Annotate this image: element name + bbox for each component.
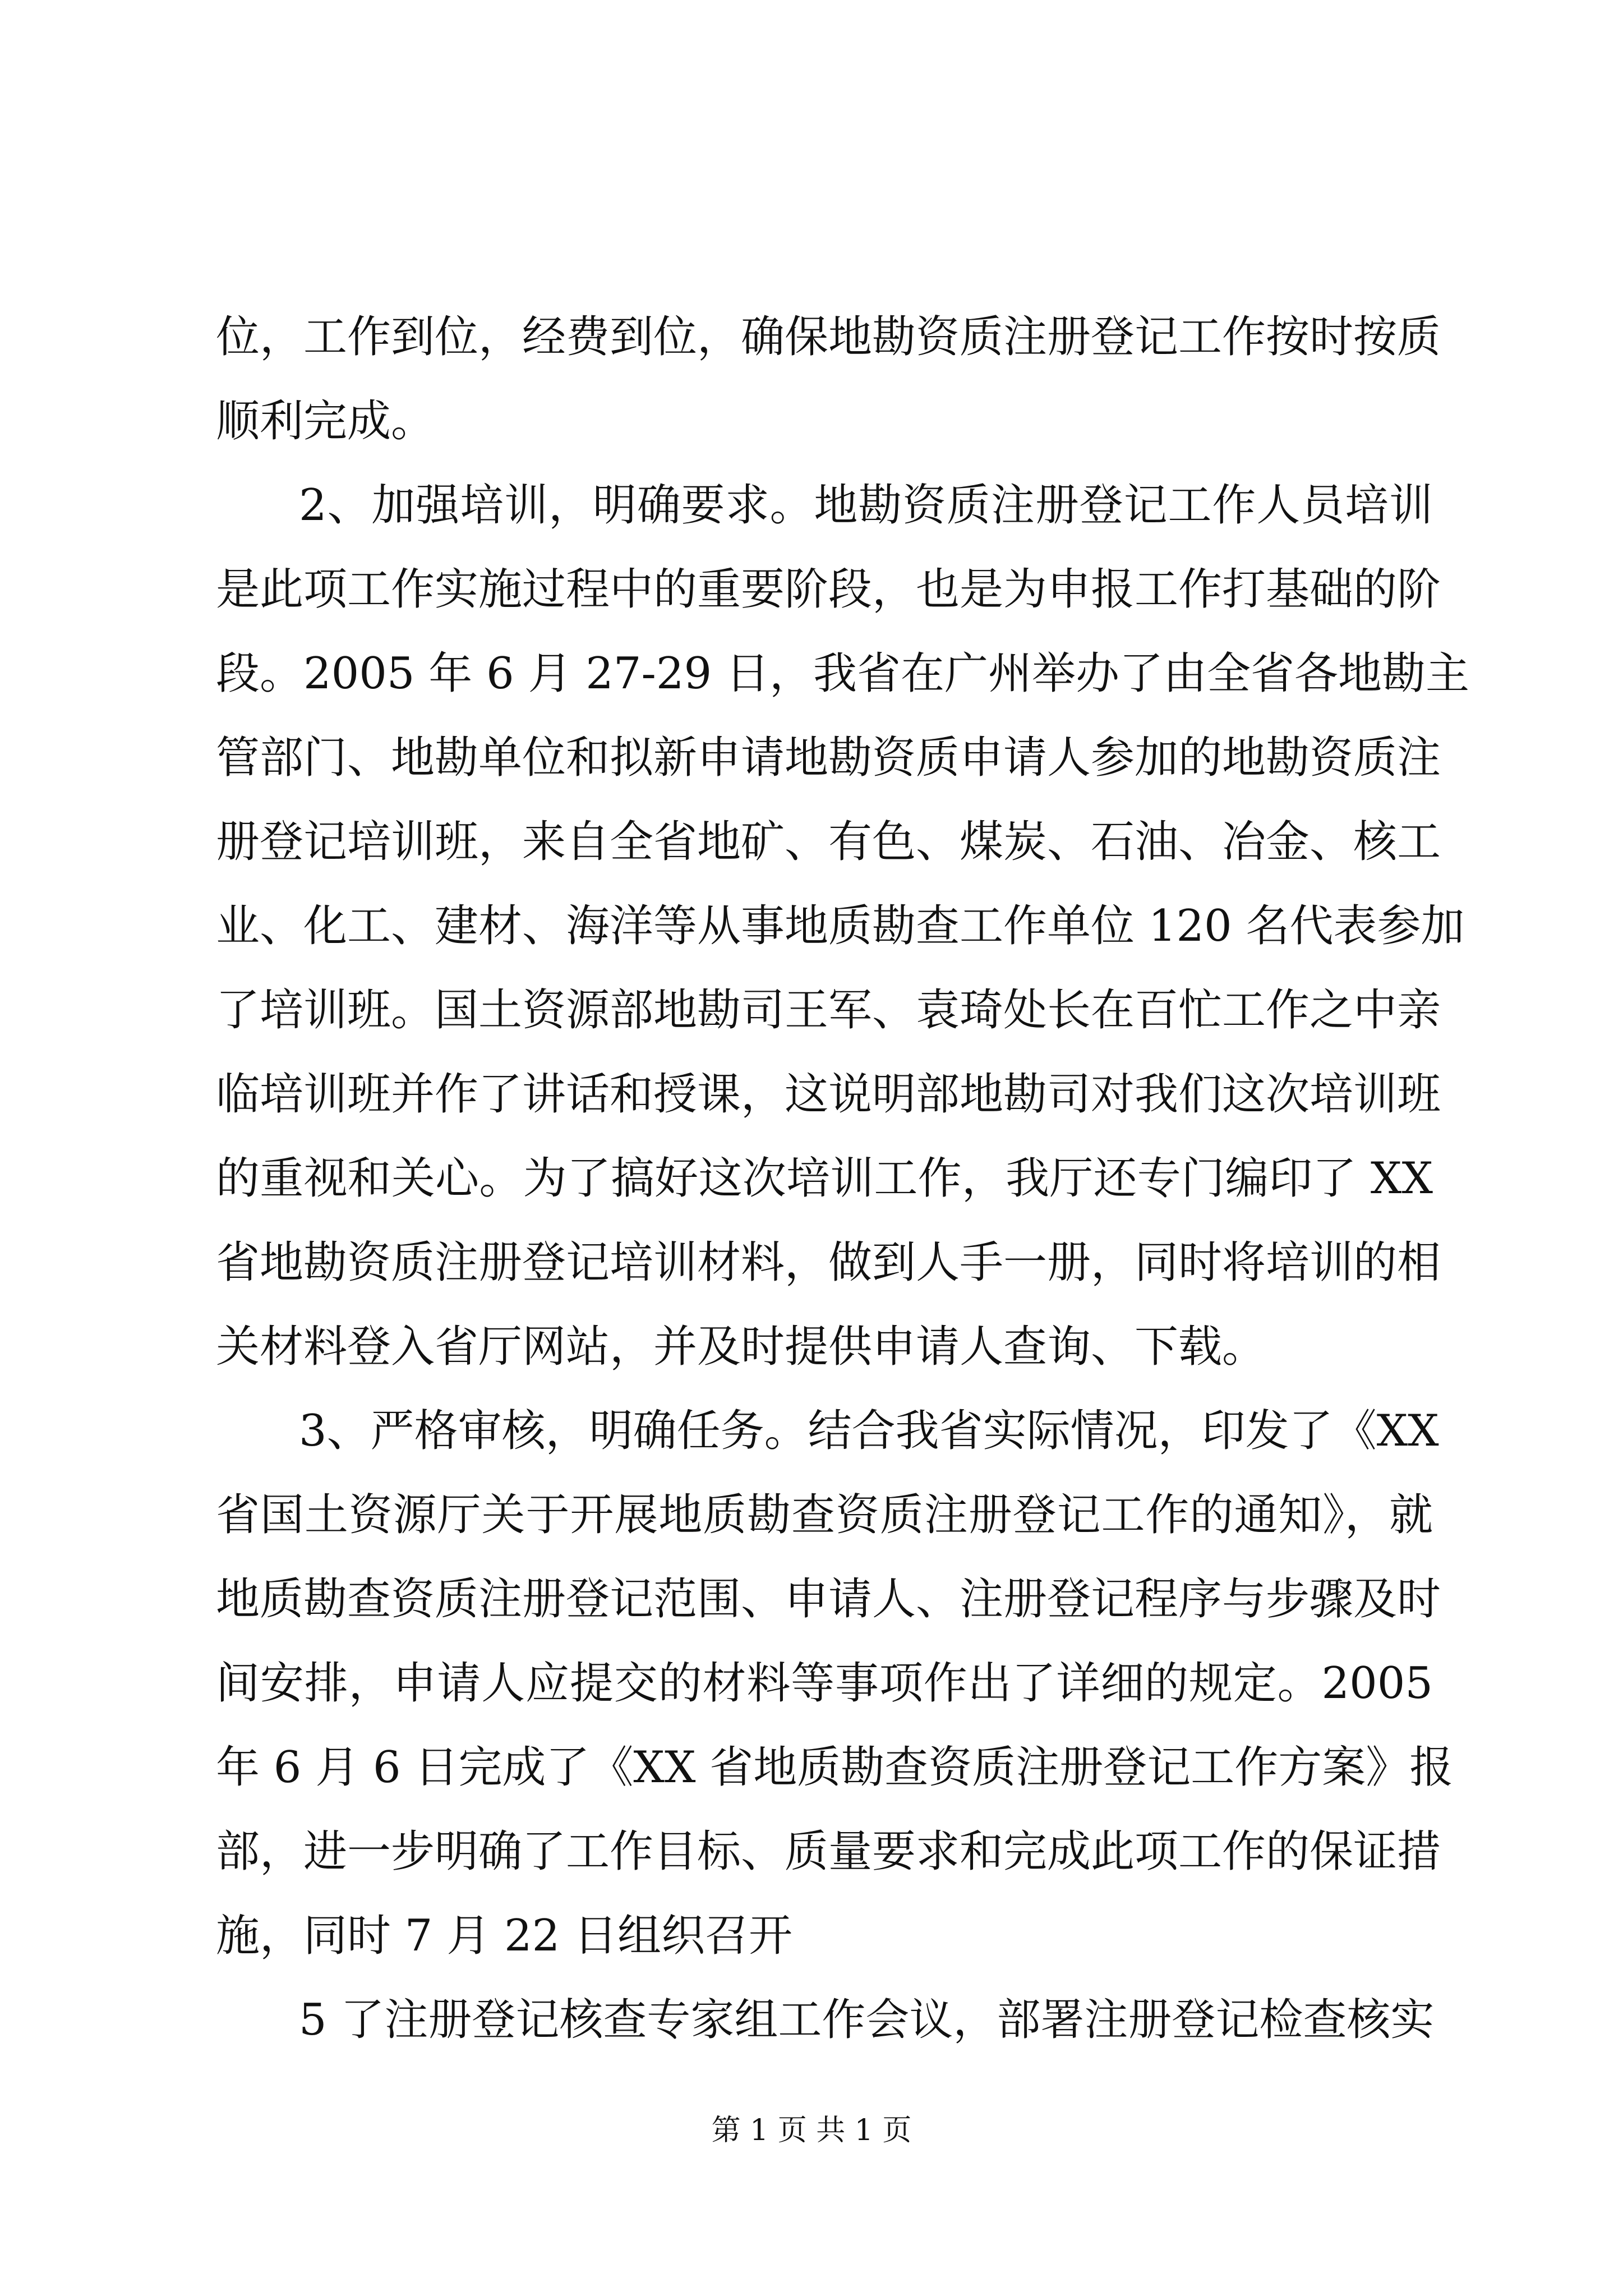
text-line: 地质勘查资质注册登记范围、申请人、注册登记程序与步骤及时 <box>216 1574 1441 1625</box>
text-line: 3、严格审核，明确任务。结合我省实际情况，印发了《XX <box>299 1406 1439 1456</box>
text-line: 业、化工、建材、海洋等从事地质勘查工作单位 120 名代表参加 <box>216 901 1465 951</box>
text-line: 段。2005 年 6 月 27-29 日，我省在广州举办了由全省各地勘主 <box>216 648 1469 699</box>
text-line: 临培训班并作了讲话和授课，这说明部地勘司对我们这次培训班 <box>216 1069 1441 1120</box>
text-line: 省地勘资质注册登记培训材料，做到人手一册，同时将培训的相 <box>216 1237 1441 1288</box>
text-line: 2、加强培训，明确要求。地勘资质注册登记工作人员培训 <box>299 480 1433 531</box>
text-line: 施，同时 7 月 22 日组织召开 <box>216 1911 793 1961</box>
text-line: 省国土资源厅关于开展地质勘查资质注册登记工作的通知》，就 <box>216 1490 1433 1540</box>
text-line: 关材料登入省厅网站，并及时提供申请人查询、下载。 <box>216 1322 1266 1372</box>
text-line: 的重视和关心。为了搞好这次培训工作，我厅还专门编印了 XX <box>216 1153 1433 1204</box>
text-line: 部，进一步明确了工作目标、质量要求和完成此项工作的保证措 <box>216 1826 1441 1877</box>
text-line: 顺利完成。 <box>216 396 435 447</box>
text-line: 了培训班。国土资源部地勘司王军、袁琦处长在百忙工作之中亲 <box>216 985 1441 1036</box>
text-line: 册登记培训班，来自全省地矿、有色、煤炭、石油、冶金、核工 <box>216 817 1441 867</box>
text-line: 管部门、地勘单位和拟新申请地勘资质申请人参加的地勘资质注 <box>216 733 1441 783</box>
text-line: 位，工作到位，经费到位，确保地勘资质注册登记工作按时按质 <box>216 312 1441 362</box>
text-line: 年 6 月 6 日完成了《XX 省地质勘查资质注册登记工作方案》报 <box>216 1742 1454 1793</box>
page-footer: 第 1 页 共 1 页 <box>711 2114 912 2147</box>
text-line: 是此项工作实施过程中的重要阶段，也是为申报工作打基础的阶 <box>216 564 1441 615</box>
text-line: 5 了注册登记核查专家组工作会议，部署注册登记检查核实 <box>299 1995 1435 2045</box>
text-line: 间安排，申请人应提交的材料等事项作出了详细的规定。2005 <box>216 1658 1433 1709</box>
